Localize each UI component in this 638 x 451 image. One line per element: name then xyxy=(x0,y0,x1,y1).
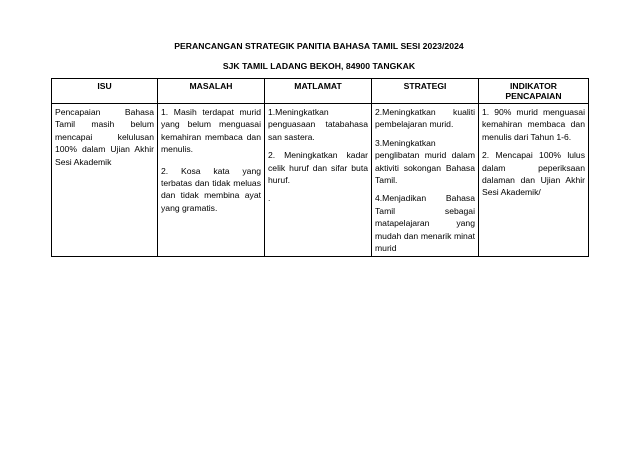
masalah-paragraph-2: 2. Kosa kata yang terbatas dan tidak meluas dan tidak membina ayat yang gramatis. xyxy=(161,165,261,213)
cell-isu xyxy=(52,104,158,257)
cell-strategi xyxy=(372,104,479,257)
header-masalah: MASALAH xyxy=(158,79,265,104)
strategi-paragraph-3: 4.Menjadikan Bahasa Tamil sebagai matapelajaran yang mudah dan menarik minat murid xyxy=(375,193,475,254)
document-subtitle: SJK TAMIL LADANG BEKOH, 84900 TANGKAK xyxy=(222,61,416,71)
header-strategi: STRATEGI xyxy=(372,79,479,104)
cell-masalah xyxy=(158,104,265,257)
table-header-row xyxy=(52,79,589,104)
indikator-paragraph-1: 1. 90% murid menguasai kemahiran membaca dan menulis dari Tahun 1-6. xyxy=(482,107,585,142)
document-title: PERANCANGAN STRATEGIK PANITIA BAHASA TAMIL SESI 2023/2024 xyxy=(174,41,464,51)
matlamat-paragraph-3: . xyxy=(268,193,271,204)
indikator-paragraph-2: 2. Mencapai 100% lulus dalam peperiksaan dalaman dan Ujian Akhir Sesi Akademik/ xyxy=(482,150,585,198)
header-matlamat: MATLAMAT xyxy=(265,79,372,104)
cell-indikator-pencapaian xyxy=(479,104,589,257)
masalah-paragraph-1: 1. Masih terdapat murid yang belum menguasai kemahiran membaca dan menulis. xyxy=(161,107,261,155)
strategi-paragraph-1: 2.Meningkatkan kualiti pembelajaran murid. xyxy=(375,107,475,130)
matlamat-paragraph-1: 1.Meningkatkan penguasaan tatabahasa san sastera. xyxy=(268,107,368,142)
isu-paragraph: Pencapaian Bahasa Tamil masih belum mencapai kelulusan 100% dalam Ujian Akhir Sesi Akademik xyxy=(55,107,154,167)
strategi-paragraph-2: 3.Meningkatkan penglibatan murid dalam aktiviti sokongan Bahasa Tamil. xyxy=(375,137,475,186)
header-indikator-pencapaian: INDIKATOR PENCAPAIAN xyxy=(479,79,589,104)
table-row xyxy=(52,104,589,257)
header-isu: ISU xyxy=(52,79,158,104)
strategic-plan-table xyxy=(51,78,589,257)
matlamat-paragraph-2: 2. Meningkatkan kadar celik huruf dan sifar buta huruf. xyxy=(268,150,368,186)
cell-matlamat xyxy=(265,104,372,257)
